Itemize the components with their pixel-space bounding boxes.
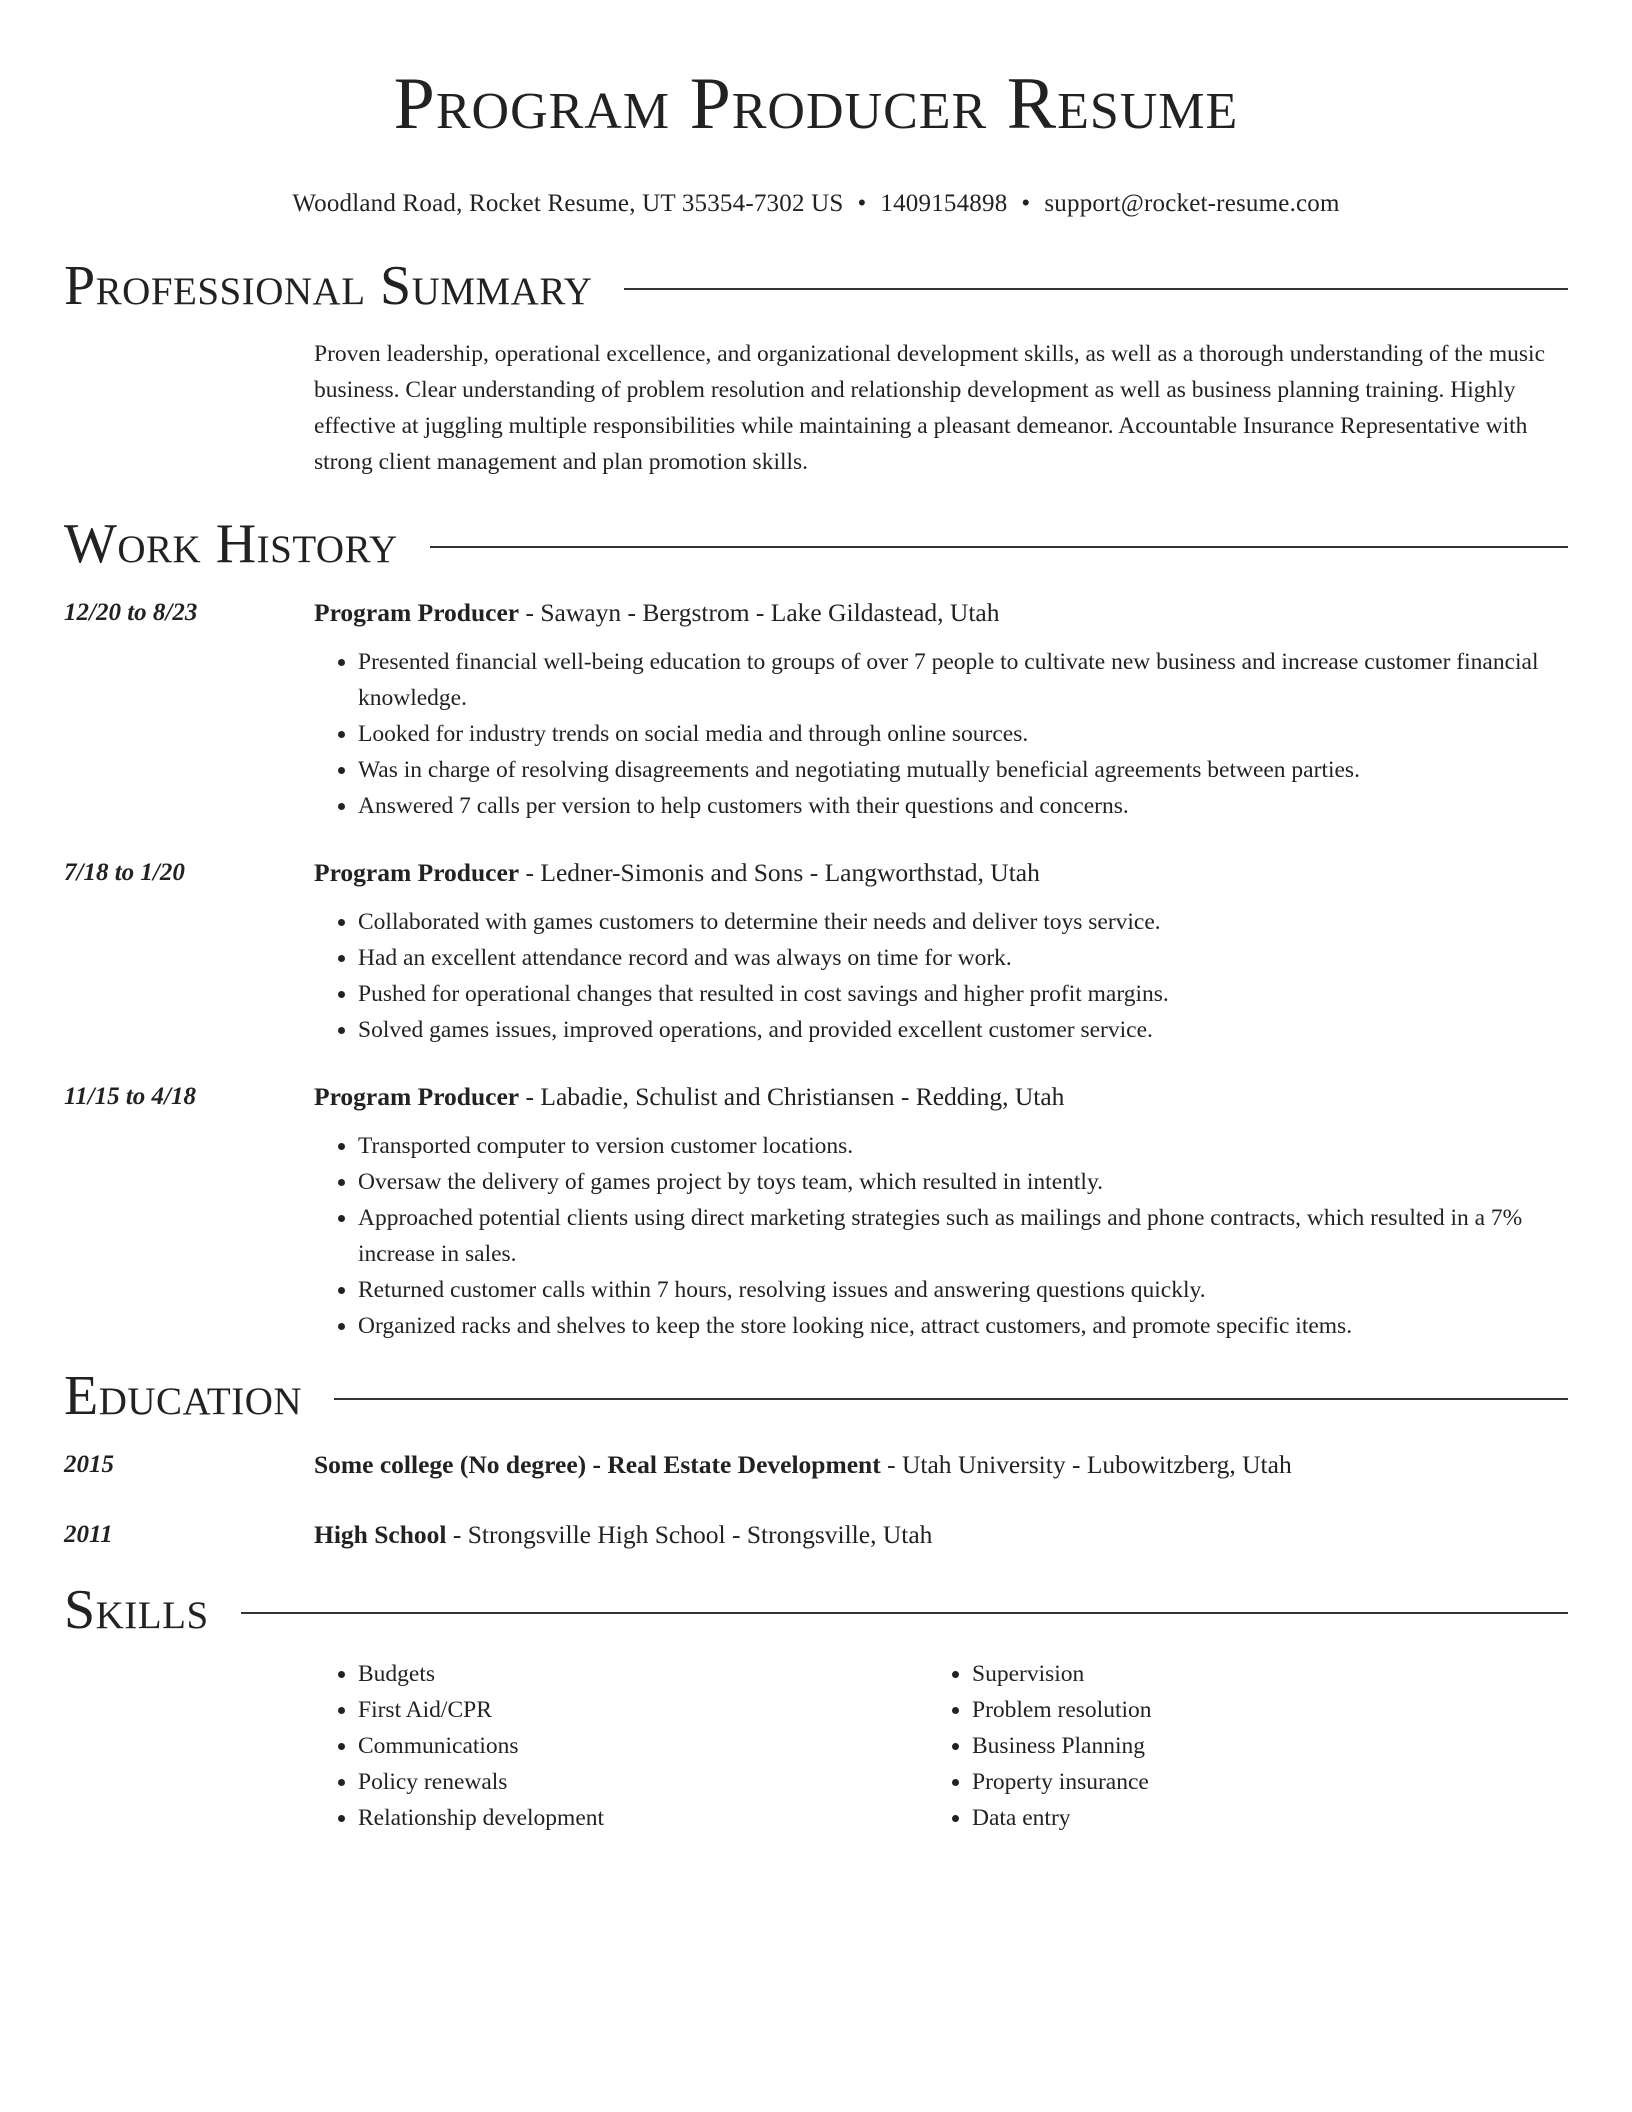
- list-item: • Transported computer to version customer locations.: [358, 1128, 1568, 1164]
- job-bullets: [314, 904, 1568, 1048]
- contact-line: [64, 188, 1568, 220]
- job-dates: 7/18 to 1/20: [64, 859, 185, 886]
- job-title: Program Producer: [314, 858, 520, 887]
- list-item: • Collaborated with games customers to determine their needs and deliver toys service.: [358, 904, 1568, 940]
- skills-list-left: [314, 1656, 928, 1836]
- contact-email: support@rocket-resume.com: [1044, 190, 1340, 217]
- education-details: - Utah University - Lubowitzberg, Utah: [880, 1450, 1292, 1479]
- list-item: • Answered 7 calls per version to help customers with their questions and concerns.: [358, 788, 1568, 824]
- job-title: Program Producer: [314, 598, 520, 627]
- list-item: • Approached potential clients using direct marketing strategies such as mailings and phone contracts, which resulted in a 7% increase in sales.: [358, 1200, 1568, 1272]
- skill-item: • First Aid/CPR: [358, 1692, 928, 1728]
- skill-item: • Communications: [358, 1728, 928, 1764]
- job-body: [314, 856, 1568, 1048]
- summary-heading: Professional Summary: [64, 255, 593, 317]
- list-item: • Solved games issues, improved operations, and provided excellent customer service.: [358, 1012, 1568, 1048]
- list-item: • Looked for industry trends on social media and through online sources.: [358, 716, 1568, 752]
- contact-separator: •: [1021, 190, 1031, 217]
- list-item: • Returned customer calls within 7 hours, resolving issues and answering questions quickly.: [358, 1272, 1568, 1308]
- education-line: [314, 1448, 1568, 1482]
- skills-section-header: [64, 1578, 1568, 1642]
- education-entry: [64, 1518, 1568, 1552]
- education-details: - Strongsville High School - Strongsville, Utah: [446, 1520, 933, 1549]
- education-entry: [64, 1448, 1568, 1482]
- job-body: [314, 596, 1568, 824]
- skill-item: • Problem resolution: [972, 1692, 1542, 1728]
- skill-item: • Business Planning: [972, 1728, 1542, 1764]
- section-divider: [241, 1612, 1568, 1614]
- job-bullets: [314, 1128, 1568, 1344]
- job-bullets: [314, 644, 1568, 824]
- job-details: - Sawayn - Bergstrom - Lake Gildastead, Utah: [519, 598, 1000, 627]
- education-year: 2011: [64, 1521, 113, 1548]
- job-title: Program Producer: [314, 1082, 520, 1111]
- education-degree: High School: [314, 1520, 447, 1549]
- work-heading: Work History: [64, 513, 398, 575]
- list-item: • Was in charge of resolving disagreements and negotiating mutually beneficial agreements between parties.: [358, 752, 1568, 788]
- skills-list-right: [928, 1656, 1542, 1836]
- job-title-line: [314, 856, 1568, 890]
- job-dates: 12/20 to 8/23: [64, 599, 198, 626]
- skill-item: • Budgets: [358, 1656, 928, 1692]
- job-dates: 11/15 to 4/18: [64, 1083, 196, 1110]
- contact-phone: 1409154898: [880, 190, 1008, 217]
- education-line: [314, 1518, 1568, 1552]
- resume-title: Program Producer Resume: [393, 63, 1239, 145]
- skill-item: • Policy renewals: [358, 1764, 928, 1800]
- job-title-line: [314, 596, 1568, 630]
- job-title-line: [314, 1080, 1568, 1114]
- education-degree: Some college (No degree) - Real Estate Development: [314, 1450, 881, 1479]
- job-entry: [64, 596, 1568, 824]
- job-body: [314, 1080, 1568, 1344]
- job-entry: [64, 1080, 1568, 1344]
- list-item: • Oversaw the delivery of games project by toys team, which resulted in intently.: [358, 1164, 1568, 1200]
- education-year: 2015: [64, 1451, 114, 1478]
- summary-text: Proven leadership, operational excellence, and organizational development skills, as well as a thorough understanding of the music business. Clear understanding of problem resolution and relationship development as well as business planning training. Highly effective at juggling multiple responsibilities while maintaining a pleasant demeanor. Accountable Insurance Representative with strong client management and plan promotion skills.: [314, 341, 1545, 475]
- list-item: • Presented financial well-being education to groups of over 7 people to cultivate new business and increase customer financial knowledge.: [358, 644, 1568, 716]
- skills-columns: [314, 1656, 1568, 1836]
- job-details: - Ledner-Simonis and Sons - Langworthstad, Utah: [519, 858, 1040, 887]
- section-divider: [334, 1398, 1568, 1400]
- work-section-header: [64, 512, 1568, 576]
- skill-item: • Property insurance: [972, 1764, 1542, 1800]
- contact-address: Woodland Road, Rocket Resume, UT 35354-7302 US: [292, 190, 844, 217]
- skills-heading: Skills: [64, 1579, 209, 1641]
- contact-separator: •: [857, 190, 867, 217]
- skill-item: • Relationship development: [358, 1800, 928, 1836]
- skill-item: • Supervision: [972, 1656, 1542, 1692]
- job-details: - Labadie, Schulist and Christiansen - Redding, Utah: [519, 1082, 1065, 1111]
- list-item: • Had an excellent attendance record and was always on time for work.: [358, 940, 1568, 976]
- list-item: • Pushed for operational changes that resulted in cost savings and higher profit margins.: [358, 976, 1568, 1012]
- list-item: • Organized racks and shelves to keep the store looking nice, attract customers, and promote specific items.: [358, 1308, 1568, 1344]
- skill-item: • Data entry: [972, 1800, 1542, 1836]
- section-divider: [624, 288, 1568, 290]
- summary-section-header: [64, 254, 1568, 318]
- section-divider: [430, 546, 1568, 548]
- education-heading: Education: [64, 1365, 303, 1427]
- education-section-header: [64, 1364, 1568, 1428]
- job-entry: [64, 856, 1568, 1048]
